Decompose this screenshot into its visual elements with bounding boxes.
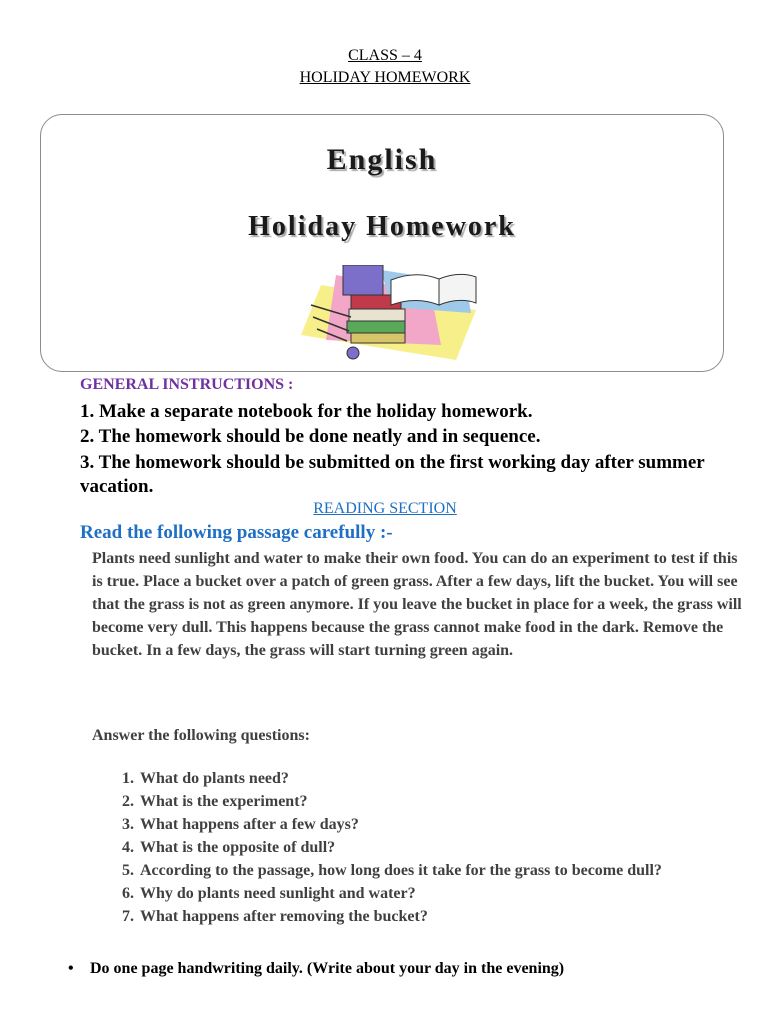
banner-subtitle: Holiday Homework <box>248 211 516 242</box>
question-number: 4. <box>122 839 134 856</box>
question-text: What is the opposite of dull? <box>140 839 336 856</box>
question-item <box>96 905 716 928</box>
question-item <box>96 882 716 905</box>
banner-title: English <box>326 143 438 176</box>
question-number: 2. <box>122 793 134 810</box>
questions-heading: Answer the following questions: <box>92 727 310 744</box>
question-text: What happens after a few days? <box>140 816 359 833</box>
question-number: 5. <box>122 862 134 879</box>
class-title: CLASS – 4 <box>348 47 422 64</box>
homework-title: HOLIDAY HOMEWORK <box>299 69 471 86</box>
question-number: 3. <box>122 816 134 833</box>
question-number: 1. <box>122 770 134 787</box>
reading-passage: Plants need sunlight and water to make their own food. You can do an experiment to test if this is true. Place a bucket over a patch of green grass. After a few days, lift the bucket. You will see that the grass is not as green anymore. If you leave the bucket in place for a week, the grass will become very dull. This happens because the grass cannot make food in the dark. Remove the bucket. In a few days, the grass will start turning green again. <box>92 550 742 659</box>
questions-list <box>96 767 716 928</box>
question-text: What happens after removing the bucket? <box>140 908 428 925</box>
reading-heading: Read the following passage carefully :- <box>80 522 393 543</box>
instruction-item: 2. The homework should be done neatly and in sequence. <box>80 426 541 447</box>
question-item <box>96 767 716 790</box>
reading-section-title: READING SECTION <box>313 500 457 517</box>
question-item <box>96 790 716 813</box>
question-number: 7. <box>122 908 134 925</box>
question-item <box>96 813 716 836</box>
question-item <box>96 859 716 882</box>
subject-banner <box>40 114 724 372</box>
question-text: What do plants need? <box>140 770 289 787</box>
question-text: What is the experiment? <box>140 793 308 810</box>
handwriting-task-text: Do one page handwriting daily. (Write about your day in the evening) <box>90 960 565 977</box>
instruction-item: 3. The homework should be submitted on the first working day after summer vacation. <box>80 452 705 497</box>
handwriting-task <box>68 960 564 978</box>
instruction-item: 1. Make a separate notebook for the holiday homework. <box>80 401 533 422</box>
question-item <box>96 836 716 859</box>
books-clipart <box>291 265 491 365</box>
question-text: Why do plants need sunlight and water? <box>140 885 416 902</box>
bullet-icon: • <box>68 960 74 977</box>
question-number: 6. <box>122 885 134 902</box>
question-text: According to the passage, how long does it take for the grass to become dull? <box>140 862 662 879</box>
general-instructions-heading: GENERAL INSTRUCTIONS : <box>80 376 294 393</box>
